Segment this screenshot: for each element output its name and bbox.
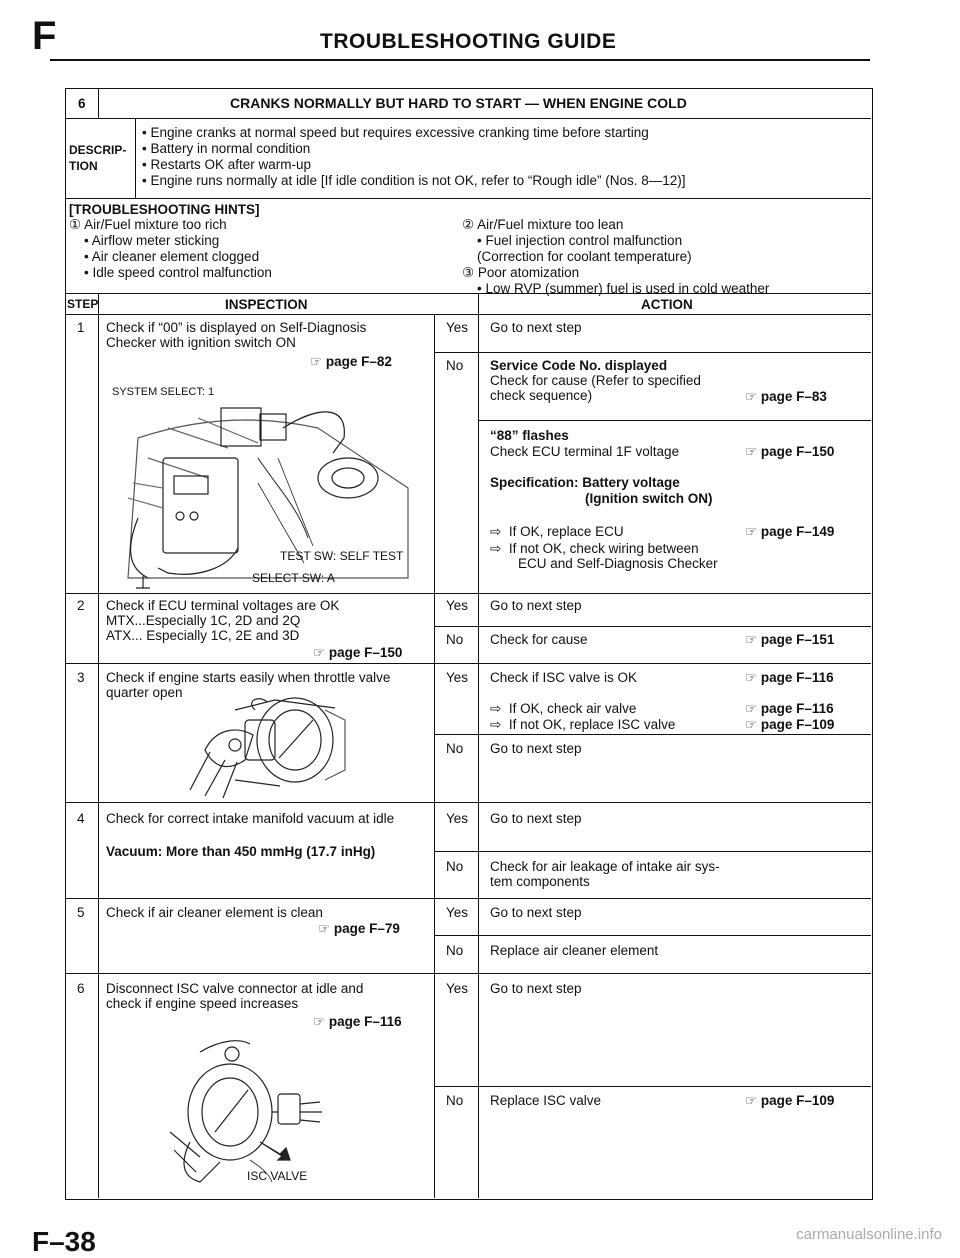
action-header: ACTION bbox=[641, 297, 693, 312]
inspection-text: quarter open bbox=[106, 685, 183, 700]
step-number: 4 bbox=[77, 811, 85, 826]
description-label: DESCRIP- bbox=[69, 143, 127, 157]
inspection-text: Check for correct intake manifold vacuum at idle bbox=[106, 811, 395, 826]
figure-label: SYSTEM SELECT: 1 bbox=[112, 386, 215, 398]
problem-title: CRANKS NORMALLY BUT HARD TO START — WHEN ENGINE COLD bbox=[230, 95, 687, 111]
action-text: Check ECU terminal 1F voltage bbox=[490, 444, 680, 459]
description-line: • Battery in normal condition bbox=[142, 141, 311, 156]
divider bbox=[434, 851, 871, 852]
step-number: 3 bbox=[77, 670, 85, 685]
yes-label: Yes bbox=[446, 598, 469, 613]
divider bbox=[135, 118, 136, 198]
specification: (Ignition switch ON) bbox=[585, 491, 713, 506]
divider bbox=[65, 802, 871, 803]
inspection-text: ATX... Especially 1C, 2E and 3D bbox=[106, 628, 300, 643]
figure-label: ISC VALVE bbox=[247, 1169, 308, 1183]
action-text: Check for air leakage of intake air sys- bbox=[490, 859, 720, 874]
page-reference[interactable]: ☞ page F–116 bbox=[313, 1014, 402, 1029]
divider bbox=[65, 593, 871, 594]
action-text: Check for cause (Refer to specified bbox=[490, 373, 701, 388]
page-reference[interactable]: ☞ page F–150 bbox=[313, 645, 402, 660]
no-label: No bbox=[446, 358, 464, 373]
yes-label: Yes bbox=[446, 905, 469, 920]
divider bbox=[65, 973, 871, 974]
divider bbox=[478, 420, 871, 421]
page-reference[interactable]: ☞ page F–109 bbox=[745, 1093, 834, 1108]
inspection-text: check if engine speed increases bbox=[106, 996, 299, 1011]
description-label: TION bbox=[69, 159, 98, 173]
divider bbox=[434, 935, 871, 936]
inspection-text: Checker with ignition switch ON bbox=[106, 335, 296, 350]
inspection-text: Disconnect ISC valve connector at idle and bbox=[106, 981, 364, 996]
action-text: Replace ISC valve bbox=[490, 1093, 602, 1108]
yes-label: Yes bbox=[446, 811, 469, 826]
action-text: Go to next step bbox=[490, 811, 582, 826]
action-text: ⇨ If not OK, replace ISC valve bbox=[490, 717, 675, 732]
step-number: 1 bbox=[77, 320, 85, 335]
divider bbox=[65, 898, 871, 899]
no-label: No bbox=[446, 741, 464, 756]
description-line: • Engine runs normally at idle [If idle condition is not OK, refer to “Rough idle” (Nos. 8—12)] bbox=[142, 173, 686, 188]
divider bbox=[98, 293, 99, 1198]
hints-title: [TROUBLESHOOTING HINTS] bbox=[69, 202, 260, 217]
specification: Specification: Battery voltage bbox=[490, 475, 680, 490]
divider bbox=[65, 198, 871, 199]
inspection-text: Check if engine starts easily when throttle valve bbox=[106, 670, 391, 685]
no-label: No bbox=[446, 632, 464, 647]
divider bbox=[434, 352, 871, 353]
action-text: Check if ISC valve is OK bbox=[490, 670, 638, 685]
inspection-text: Check if ECU terminal voltages are OK bbox=[106, 598, 340, 613]
action-text: Go to next step bbox=[490, 905, 582, 920]
problem-number: 6 bbox=[78, 96, 86, 111]
step-number: 2 bbox=[77, 598, 85, 613]
divider bbox=[434, 734, 871, 735]
page-reference[interactable]: ☞ page F–82 bbox=[310, 354, 392, 369]
hint-line: • Low RVP (summer) fuel is used in cold weather bbox=[477, 281, 770, 296]
divider bbox=[98, 88, 99, 118]
page-number: F–38 bbox=[32, 1226, 96, 1257]
inspection-header: INSPECTION bbox=[225, 297, 308, 312]
hint-line: • Air cleaner element clogged bbox=[84, 249, 260, 264]
isc-valve-figure bbox=[160, 1032, 340, 1192]
figure-label: SELECT SW: A bbox=[252, 571, 335, 585]
page-reference[interactable]: ☞ page F–83 bbox=[745, 389, 827, 404]
inspection-text: Check if “00” is displayed on Self-Diagnosis bbox=[106, 320, 367, 335]
inspection-text: MTX...Especially 1C, 2D and 2Q bbox=[106, 613, 301, 628]
action-title: “88” flashes bbox=[490, 428, 569, 443]
action-text: Replace air cleaner element bbox=[490, 943, 659, 958]
divider bbox=[434, 314, 435, 1198]
description-line: • Restarts OK after warm-up bbox=[142, 157, 312, 172]
action-text: Go to next step bbox=[490, 598, 582, 613]
header-rule bbox=[50, 59, 870, 61]
action-text: ECU and Self-Diagnosis Checker bbox=[518, 556, 718, 571]
inspection-text: Check if air cleaner element is clean bbox=[106, 905, 323, 920]
yes-label: Yes bbox=[446, 320, 469, 335]
page-reference[interactable]: ☞ page F–150 bbox=[745, 444, 834, 459]
description-line: • Engine cranks at normal speed but requires excessive cranking time before starting bbox=[142, 125, 649, 140]
no-label: No bbox=[446, 859, 464, 874]
yes-label: Yes bbox=[446, 670, 469, 685]
hint-line: • Fuel injection control malfunction bbox=[477, 233, 683, 248]
action-text: Go to next step bbox=[490, 320, 582, 335]
section-letter: F bbox=[32, 14, 57, 58]
page-reference[interactable]: ☞ page F–79 bbox=[318, 921, 400, 936]
specification: Vacuum: More than 450 mmHg (17.7 inHg) bbox=[106, 844, 376, 859]
no-label: No bbox=[446, 1093, 464, 1108]
no-label: No bbox=[446, 943, 464, 958]
action-text: Check for cause bbox=[490, 632, 588, 647]
divider bbox=[65, 118, 871, 119]
page-title: TROUBLESHOOTING GUIDE bbox=[320, 30, 617, 53]
page-reference[interactable]: ☞ page F–116 bbox=[745, 670, 834, 685]
divider bbox=[478, 293, 479, 1198]
action-text: ⇨ If OK, check air valve bbox=[490, 701, 636, 716]
divider bbox=[434, 626, 871, 627]
action-text: check sequence) bbox=[490, 388, 593, 403]
action-title: Service Code No. displayed bbox=[490, 358, 668, 373]
step-number: 5 bbox=[77, 905, 85, 920]
hint-line: ① Air/Fuel mixture too rich bbox=[69, 217, 227, 232]
action-text: Go to next step bbox=[490, 981, 582, 996]
divider bbox=[65, 663, 871, 664]
action-text: Go to next step bbox=[490, 741, 582, 756]
page-reference[interactable]: ☞ page F–149 bbox=[745, 524, 834, 539]
page-reference[interactable]: ☞ page F–109 bbox=[745, 717, 834, 732]
hint-line: (Correction for coolant temperature) bbox=[477, 249, 692, 264]
step-header: STEP bbox=[67, 297, 99, 311]
hint-line: ③ Poor atomization bbox=[462, 265, 580, 280]
hint-line: • Idle speed control malfunction bbox=[84, 265, 272, 280]
divider bbox=[65, 314, 871, 315]
figure-label: TEST SW: SELF TEST bbox=[280, 549, 404, 563]
action-text: tem components bbox=[490, 874, 590, 889]
watermark: carmanualsonline.info bbox=[796, 1226, 942, 1243]
step-number: 6 bbox=[77, 981, 85, 996]
action-text: ⇨ If not OK, check wiring between bbox=[490, 541, 699, 556]
hint-line: • Airflow meter sticking bbox=[84, 233, 220, 248]
action-text: ⇨ If OK, replace ECU bbox=[490, 524, 624, 539]
throttle-body-figure bbox=[175, 690, 355, 800]
divider bbox=[434, 1086, 871, 1087]
page-reference[interactable]: ☞ page F–151 bbox=[745, 632, 834, 647]
yes-label: Yes bbox=[446, 981, 469, 996]
page-reference[interactable]: ☞ page F–116 bbox=[745, 701, 834, 716]
hint-line: ② Air/Fuel mixture too lean bbox=[462, 217, 624, 232]
